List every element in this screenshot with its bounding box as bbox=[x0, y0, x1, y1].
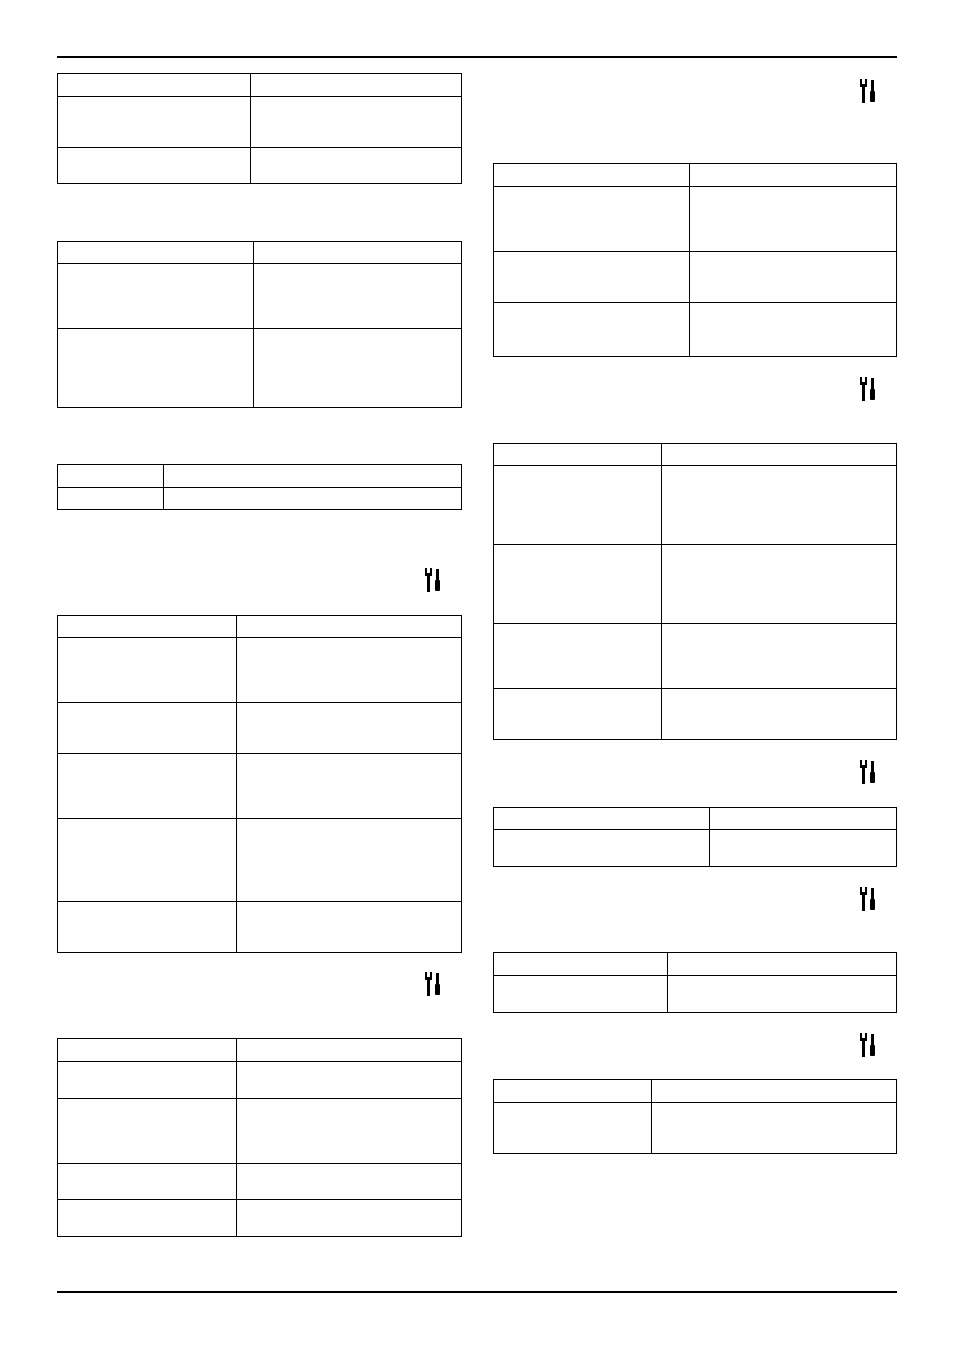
table-row bbox=[58, 703, 462, 754]
table-row bbox=[58, 902, 462, 953]
table-row bbox=[494, 689, 897, 740]
table-row bbox=[58, 754, 462, 819]
wrench-screwdriver-icon bbox=[859, 78, 879, 104]
header-rule bbox=[57, 56, 897, 58]
wrench-screwdriver-icon bbox=[859, 1032, 879, 1058]
wrench-screwdriver-icon bbox=[859, 376, 879, 402]
table-row bbox=[494, 624, 897, 689]
table-row bbox=[58, 264, 462, 329]
table-left-3 bbox=[57, 464, 462, 510]
table-header-row bbox=[58, 242, 462, 264]
footer-rule bbox=[57, 1291, 897, 1293]
table-right-2 bbox=[493, 443, 897, 740]
wrench-screwdriver-icon bbox=[859, 759, 879, 785]
table-row bbox=[58, 148, 462, 184]
table-row bbox=[494, 830, 897, 867]
table-right-3 bbox=[493, 807, 897, 867]
table-header-row bbox=[494, 808, 897, 830]
table-header-row bbox=[494, 444, 897, 466]
table-right-5 bbox=[493, 1079, 897, 1154]
table-row bbox=[58, 1099, 462, 1164]
table-header-row bbox=[58, 465, 462, 488]
table-left-5 bbox=[57, 1038, 462, 1237]
table-row bbox=[58, 97, 462, 148]
table-row bbox=[494, 466, 897, 545]
table-row bbox=[58, 1062, 462, 1099]
table-row bbox=[58, 488, 462, 510]
table-header-row bbox=[494, 953, 897, 976]
table-header-row bbox=[494, 164, 897, 187]
table-header-row bbox=[58, 1039, 462, 1062]
table-header-row bbox=[494, 1080, 897, 1103]
table-header-row bbox=[58, 616, 462, 638]
wrench-screwdriver-icon bbox=[424, 567, 444, 593]
table-header-row bbox=[58, 74, 462, 97]
table-row bbox=[58, 819, 462, 902]
table-row bbox=[58, 1164, 462, 1200]
wrench-screwdriver-icon bbox=[424, 971, 444, 997]
table-right-1 bbox=[493, 163, 897, 357]
table-row bbox=[494, 187, 897, 252]
table-row bbox=[494, 303, 897, 357]
table-row bbox=[494, 976, 897, 1013]
table-row bbox=[494, 545, 897, 624]
table-row bbox=[494, 252, 897, 303]
table-row bbox=[58, 638, 462, 703]
table-right-4 bbox=[493, 952, 897, 1013]
table-left-4 bbox=[57, 615, 462, 953]
table-row bbox=[58, 1200, 462, 1237]
table-row bbox=[494, 1103, 897, 1154]
table-left-1 bbox=[57, 73, 462, 184]
table-row bbox=[58, 329, 462, 408]
wrench-screwdriver-icon bbox=[859, 886, 879, 912]
table-left-2 bbox=[57, 241, 462, 408]
